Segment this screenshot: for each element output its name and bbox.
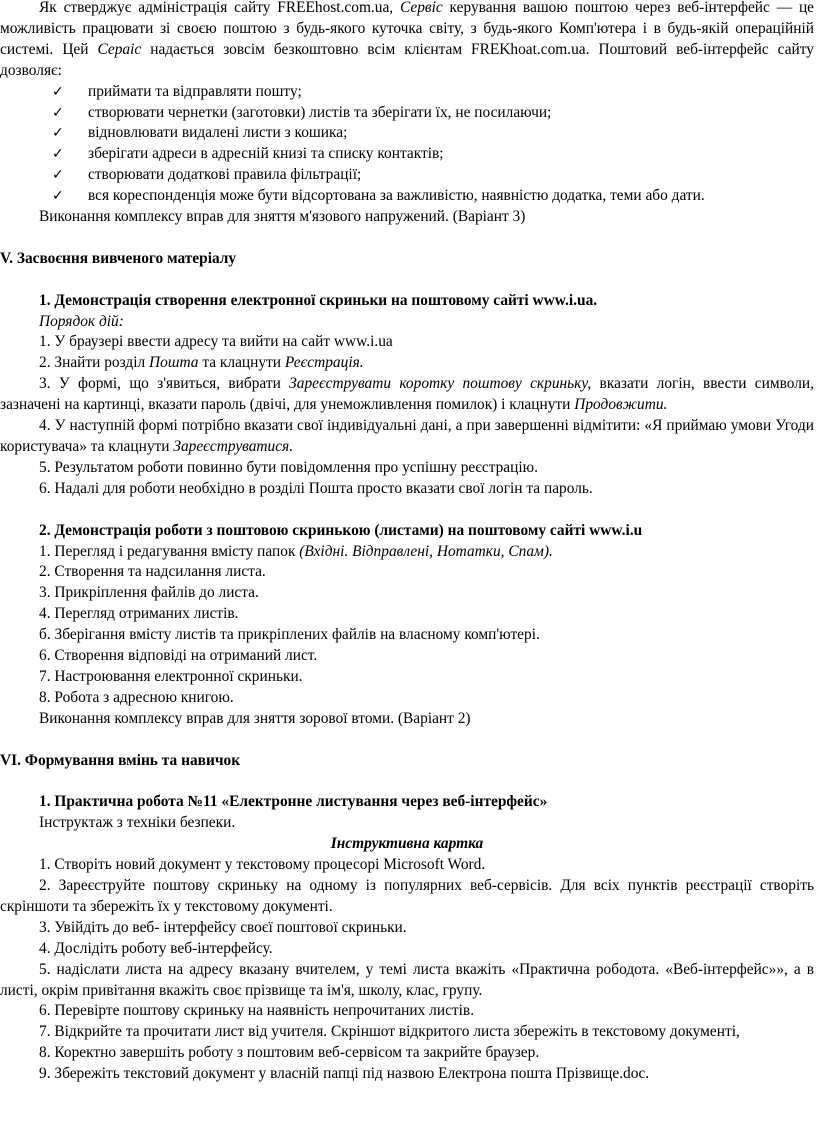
checkmark-icon: ✓ (52, 188, 64, 205)
list-item (0, 82, 814, 103)
section-5-heading: V. Засвоєння вивченого матеріалу (0, 249, 237, 267)
demo-2-item: 3. Прикріплення файлів до листа. (39, 584, 259, 602)
demo-1-step-4 (0, 416, 814, 458)
step-text: 2. Знайти розділ (39, 354, 150, 372)
list-item-text: вся кореспонденція може бути відсортована за важливістю, наявністю додатка, теми або дати. (88, 187, 705, 205)
demo-2-item: 8. Робота з адресною книгою. (39, 688, 234, 706)
demo-1-step-6: 6. Надалі для роботи необхідно в розділі Пошта просто вказати свої логін та пароль. (39, 479, 593, 497)
instruction-step: 2. Зареєструйте поштову скриньку на одному із популярних веб-сервісів. Для всіх пунктів реєстрації створіть скріншоти та збережіть їх у текстовому документі. (0, 876, 814, 915)
step-text: 3. У формі, що з'явиться, вибрати (39, 375, 290, 393)
instruction-step: 7. Відкрийте та прочитати лист від учителя. Скріншот відкритого листа збережіть в текстовому документі, (39, 1023, 740, 1041)
step-term: Пошта (149, 354, 199, 372)
checkmark-icon: ✓ (52, 104, 64, 121)
list-item-text: створювати чернетки (заготовки) листів та зберігати їх, не посилаючи; (88, 103, 552, 121)
checkmark-icon: ✓ (52, 167, 64, 184)
instruction-step: 6. Перевірте поштову скриньку на наявність непрочитаних листів. (39, 1002, 475, 1020)
item-text: 1. Перегляд і редагування вмісту папок (39, 542, 300, 560)
checkmark-icon: ✓ (52, 125, 64, 142)
item-term: (Вхідні. Відправлені, Нотатки, Спам). (299, 542, 553, 560)
section-6-heading: VI. Формування вмінь та навичок (0, 751, 241, 769)
demo-2-item: 4. Перегляд отриманих листів. (39, 605, 239, 623)
list-item (0, 165, 814, 186)
step-text: вказати логін, ввести символи, зазначені на картинці, вказати пароль (двічі, для унеможливлення помилок) і клацнути (0, 375, 814, 414)
practical-work-title: 1. Практична робота №11 «Електронне листування через веб-інтерфейс» (39, 793, 548, 811)
step-term: Продовжити. (574, 396, 668, 414)
intro-text: Як стверджує адміністрація сайту FREEhost.com.ua, (39, 0, 400, 16)
safety-briefing: Інструктаж з техніки безпеки. (39, 814, 236, 832)
instruction-step: 8. Коректно завершіть роботу з поштовим веб-сервісом та закрийте браузер. (39, 1044, 540, 1062)
intro-paragraph (0, 0, 814, 82)
step-text: та клацнути (198, 354, 285, 372)
checkmark-icon: ✓ (52, 146, 64, 163)
step-text: 4. У наступній формі потрібно вказати свої індивідуальні дані, а при завершенні відмітити: «Я приймаю умови Угоди користувача» та клацнути (0, 417, 814, 455)
step-term: Реєстрація. (284, 354, 364, 372)
step-term: Зареєструватися. (173, 438, 294, 455)
intro-service-term: Сераіс (97, 40, 142, 58)
demo-1-step-1: 1. У браузері ввести адресу та вийти на сайт www.i.ua (39, 333, 393, 351)
instruction-step: 4. Дослідіть роботу веб-інтерфейсу. (39, 939, 273, 957)
list-item (0, 123, 814, 144)
list-item (0, 103, 814, 124)
demo-1-step-5: 5. Результатом роботи повинно бути повідомлення про успішну реєстрацію. (39, 458, 538, 476)
exercise-note: Виконання комплексу вправ для зняття м'язового напружений. (Варіант 3) (39, 208, 526, 226)
intro-text: надається зовсім безкоштовно всім клієнтам FREKhoat.com.ua. Поштовий веб-інтерфейс сайту дозволяє: (0, 40, 814, 79)
intro-text: керування вашою поштою через веб-інтерфейс — це можливість працювати зі своєю поштою з будь-якого куточка світу, з будь-якого Комп'ютера і в будь-якій операційній системі. Цей (0, 0, 815, 58)
list-item (0, 186, 814, 207)
feature-checklist (0, 82, 814, 207)
step-term: Зареєструвати коротку поштову скриньку, (289, 375, 592, 393)
demo-2-heading: 2. Демонстрація роботи з поштовою скринькою (листами) на поштовому сайті www.i.u (39, 521, 643, 539)
instruction-step: 3. Увійдіть до веб- інтерфейсу своєї поштової скриньки. (39, 918, 407, 936)
demo-2-item-1 (0, 542, 814, 563)
list-item (0, 144, 814, 165)
demo-1-step-3 (0, 374, 814, 416)
demo-1-step-2 (0, 353, 814, 374)
demo-1-heading: 1. Демонстрація створення електронної скриньки на поштовому сайті www.i.ua. (39, 291, 598, 309)
instruction-step: 5. надіслати листа на адресу вказану вчителем, у темі листа вкажіть «Практична рободота. «Веб-інтерфейс»», а в листі, окрім привітання вкажіть своє прізвище та ім'я, школу, клас, групу. (0, 960, 814, 999)
checkmark-icon: ✓ (52, 83, 64, 100)
list-item-text: створювати додаткові правила фільтрації; (88, 166, 362, 184)
instruction-step: 1. Створіть новий документ у текстовому процесорі Microsoft Word. (39, 856, 486, 874)
demo-2-item: 6. Створення відповіді на отриманий лист. (39, 647, 318, 665)
instruction-step: 9. Збережіть текстовий документ у власній папці під назвою Електрона пошта Прізвище.doc. (39, 1065, 650, 1083)
exercise-note: Виконання комплексу вправ для зняття зорової втоми. (Варіант 2) (39, 709, 471, 727)
demo-2-item: б. Зберігання вмісту листів та прикріплених файлів на власному комп'ютері. (39, 626, 540, 644)
order-label: Порядок дій: (39, 312, 124, 330)
list-item-text: зберігати адреси в адресній книзі та списку контактів; (88, 145, 444, 163)
intro-service-term: Сервіс (400, 0, 443, 16)
instruction-card-title: Інструктивна картка (330, 835, 484, 853)
list-item-text: відновлювати видалені листи з кошика; (88, 124, 348, 142)
list-item-text: приймати та відправляти пошту; (88, 82, 302, 100)
demo-2-item: 2. Створення та надсилання листа. (39, 563, 266, 581)
demo-2-item: 7. Настроювання електронної скриньки. (39, 667, 303, 685)
